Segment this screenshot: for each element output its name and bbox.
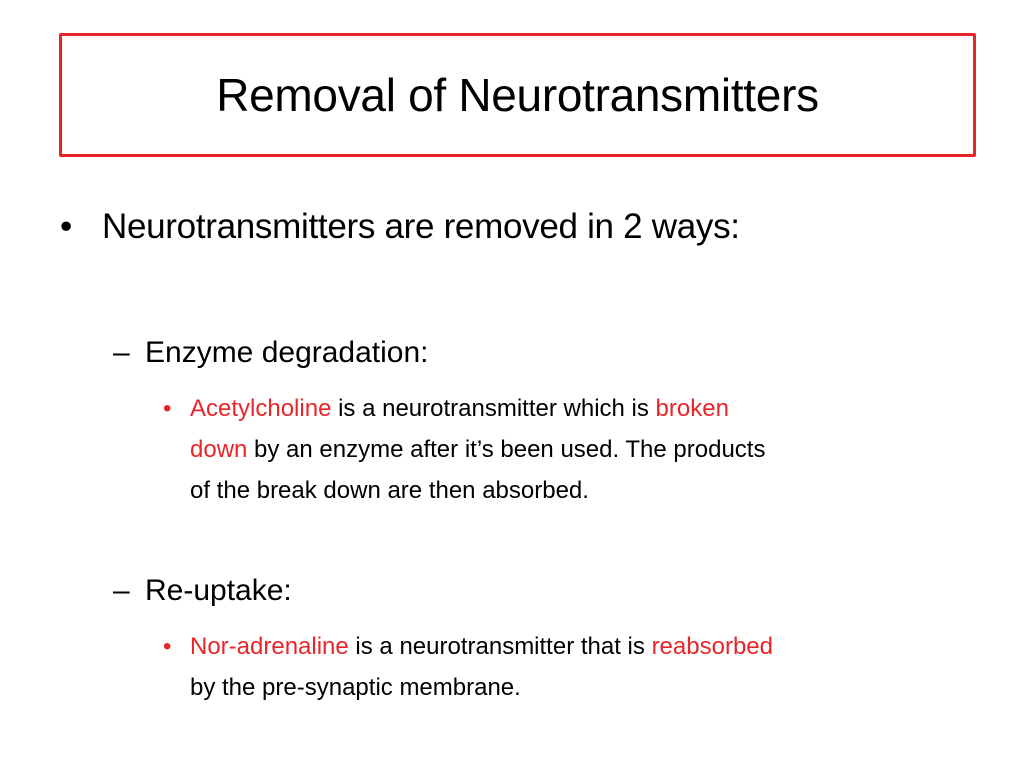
slide-title: Removal of Neurotransmitters [216,69,819,121]
highlight-broken: broken [655,395,729,422]
bullet-marker: • [60,207,72,246]
text-segment: of the break down are then absorbed. [190,477,589,504]
text-segment: is a neurotransmitter which is [331,395,656,422]
text-segment: by an enzyme after it’s been used. The products [247,436,766,463]
dash-marker: – [113,336,130,369]
highlight-acetylcholine: Acetylcholine [190,395,332,422]
sub-heading-enzyme: Enzyme degradation: [145,336,429,369]
bullet-marker: • [163,395,172,422]
highlight-reabsorbed: reabsorbed [651,633,773,660]
bullet-marker: • [163,633,172,660]
main-bullet-text: Neurotransmitters are removed in 2 ways: [102,207,740,246]
point-acetylcholine-text [190,388,960,511]
sub-heading-reuptake: Re-uptake: [145,574,292,607]
point-noradrenaline-text [190,626,960,708]
point-noradrenaline [163,626,963,708]
point-acetylcholine [163,388,963,511]
text-segment: is a neurotransmitter that is [348,633,652,660]
text-segment: by the pre-synaptic membrane. [190,674,521,701]
highlight-down: down [190,436,248,463]
title-box [59,33,976,157]
highlight-noradrenaline: Nor-adrenaline [190,633,349,660]
dash-marker: – [113,574,130,607]
